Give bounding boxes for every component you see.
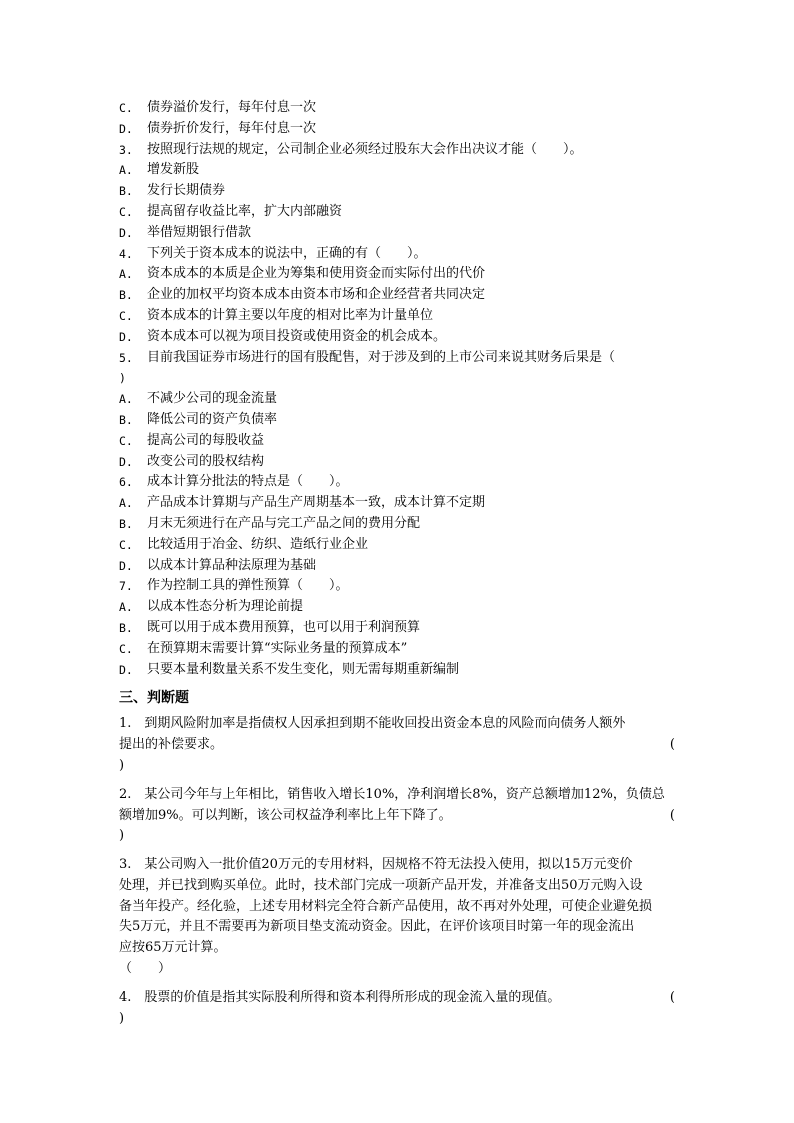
item-label: D.: [119, 329, 133, 344]
judgment-line: [119, 897, 675, 918]
list-item: [119, 639, 675, 660]
item-label: A.: [119, 600, 133, 615]
judgment-text: 2. 某公司今年与上年相比，销售收入增长10%，净利润增长8%，资产总额增加12%，负债总: [119, 786, 665, 802]
list-item: [119, 98, 675, 119]
item-label: A.: [119, 267, 133, 282]
item-label: C.: [119, 537, 133, 552]
answer-paren-open: (: [669, 807, 675, 823]
section-title: 三、判断题: [119, 690, 189, 707]
item-text: 不减少公司的现金流量: [147, 391, 278, 407]
item-text: 按照现行法规的规定，公司制企业必须经过股东大会作出决议才能（ ）。: [147, 141, 583, 157]
item-label: B.: [119, 620, 133, 635]
item-label: B.: [119, 412, 133, 427]
item-text: 提高公司的每股收益: [147, 432, 265, 448]
item-label: A.: [119, 496, 133, 511]
judgment-text: 处理，并已找到购买单位。此时，技术部门完成一项新产品开发，并准备支出50万元购入设: [119, 877, 643, 893]
list-item: [119, 576, 675, 597]
item-text: 改变公司的股权结构: [147, 453, 265, 469]
judgment-list: [119, 714, 675, 1029]
item-label: C.: [119, 204, 133, 219]
list-item: [119, 327, 675, 348]
item-text: 发行长期债券: [147, 183, 226, 199]
judgment-item: [119, 855, 675, 980]
item-text: 月末无须进行在产品与完工产品之间的费用分配: [147, 515, 421, 531]
item-text: 成本计算分批法的特点是（ ）。: [147, 474, 349, 490]
item-label: B.: [119, 184, 133, 199]
item-label: B.: [119, 288, 133, 303]
judgment-line: [119, 826, 675, 847]
item-text: 作为控制工具的弹性预算（ ）。: [147, 578, 349, 594]
item-text: 债券折价发行，每年付息一次: [147, 120, 317, 136]
judgment-line: [119, 917, 675, 938]
list-item: [119, 389, 675, 410]
judgment-line: [119, 714, 675, 735]
list-item: [119, 535, 675, 556]
item-text: 只要本量利数量关系不发生变化，则无需每期重新编制: [147, 661, 460, 677]
list-item: [119, 202, 675, 223]
list-item: [119, 223, 675, 244]
item-text: 降低公司的资产负债率: [147, 411, 278, 427]
item-text: 资本成本的本质是企业为筹集和使用资金而实际付出的代价: [147, 266, 486, 282]
list-item: [119, 556, 675, 577]
spacer: [119, 847, 675, 855]
item-text: 企业的加权平均资本成本由资本市场和企业经营者共同决定: [147, 287, 486, 303]
list-item: [119, 119, 675, 140]
judgment-text: 额增加9%。可以判断，该公司权益净利率比上年下降了。: [119, 807, 452, 823]
list-item: [119, 410, 675, 431]
item-label: 6.: [119, 475, 133, 490]
item-text: 举借短期银行借款: [147, 224, 252, 240]
list-item: [119, 285, 675, 306]
list-item: [119, 660, 675, 681]
list-item: [119, 348, 675, 369]
judgment-item: [119, 785, 675, 847]
judgment-text: 3. 某公司购入一批价值20万元的专用材料，因规格不符无法投入使用，拟以15万元变价: [119, 857, 633, 873]
item-text: 目前我国证券市场进行的国有股配售，对于涉及到的上市公司来说其财务后果是（: [147, 349, 616, 365]
judgment-line: [119, 959, 675, 980]
item-text: 下列关于资本成本的说法中，正确的有（ ）。: [147, 245, 427, 261]
list-item: [119, 264, 675, 285]
judgment-text: 1. 到期风险附加率是指债权人因承担到期不能收回投出资金本息的风险而向债务人额外: [119, 716, 626, 732]
item-label: D.: [119, 662, 133, 677]
list-item: [119, 452, 675, 473]
list-item: [119, 514, 675, 535]
list-item: [119, 368, 675, 389]
page-content: [119, 98, 675, 1029]
item-text: 产品成本计算期与产品生产周期基本一致，成本计算不定期: [147, 495, 486, 511]
item-label: A.: [119, 163, 133, 178]
answer-paren-open: (: [669, 989, 675, 1005]
list-item: [119, 181, 675, 202]
list-item: [119, 244, 675, 265]
list-item: [119, 306, 675, 327]
item-label: D.: [119, 121, 133, 136]
list-item: [119, 431, 675, 452]
item-text: 资本成本的计算主要以年度的相对比率为计量单位: [147, 307, 434, 323]
list-item: [119, 597, 675, 618]
item-text: 以成本性态分析为理论前提: [147, 599, 304, 615]
spacer: [119, 980, 675, 988]
judgment-line: [119, 1009, 675, 1030]
judgment-line: [119, 855, 675, 876]
judgment-text: 应按65万元计算。: [119, 940, 227, 956]
item-label: 4.: [119, 246, 133, 261]
judgment-text: 提出的补偿要求。: [119, 737, 224, 753]
judgment-line: [119, 785, 675, 806]
list-item: [119, 493, 675, 514]
judgment-line: [119, 735, 675, 756]
item-text: 增发新股: [147, 162, 200, 178]
answer-paren-close: ): [119, 1010, 125, 1026]
answer-paren-close: ): [119, 757, 125, 773]
judgment-text: 4. 股票的价值是指其实际股利所得和资本利得所形成的现金流入量的现值。: [119, 989, 561, 1005]
item-label: D.: [119, 558, 133, 573]
item-label: C.: [119, 308, 133, 323]
item-label: 5.: [119, 350, 133, 365]
item-label: D.: [119, 225, 133, 240]
item-text: 既可以用于成本费用预算，也可以用于利润预算: [147, 619, 421, 635]
item-label: ): [119, 371, 126, 386]
judgment-text: 备当年投产。经化验，上述专用材料完全符合新产品使用，故不再对外处理，可使企业避免损: [119, 898, 653, 914]
judgment-line: [119, 756, 675, 777]
item-label: B.: [119, 516, 133, 531]
spacer: [119, 777, 675, 785]
item-label: C.: [119, 641, 133, 656]
item-text: 以成本计算品种法原理为基础: [147, 557, 317, 573]
answer-paren-open: (: [669, 737, 675, 753]
answer-paren-close: ): [119, 828, 125, 844]
judgment-text: 失5万元，并且不需要再为新项目垫支流动资金。因此，在评价该项目时第一年的现金流出: [119, 919, 635, 935]
item-text: 债券溢价发行，每年付息一次: [147, 100, 317, 115]
judgment-item: [119, 714, 675, 776]
item-label: 7.: [119, 579, 133, 594]
list-item: [119, 140, 675, 161]
answer-paren: （ ）: [119, 961, 172, 977]
list-item: [119, 618, 675, 639]
judgment-line: [119, 806, 675, 827]
judgment-line: [119, 938, 675, 959]
list-item: [119, 472, 675, 493]
judgment-line: [119, 876, 675, 897]
item-label: 3.: [119, 142, 133, 157]
item-label: D.: [119, 454, 133, 469]
item-label: C.: [119, 433, 133, 448]
item-text: 比较适用于冶金、纺织、造纸行业企业: [147, 536, 369, 552]
item-text: 资本成本可以视为项目投资或使用资金的机会成本。: [147, 328, 447, 344]
item-text: 提高留存收益比率，扩大内部融资: [147, 203, 343, 219]
list-item: [119, 160, 675, 181]
choice-list: [119, 98, 675, 680]
item-text: 在预算期末需要计算“实际业务量的预算成本”: [147, 640, 408, 656]
item-label: A.: [119, 392, 133, 407]
judgment-line: [119, 988, 675, 1009]
judgment-item: [119, 988, 675, 1030]
item-label: C.: [119, 101, 133, 115]
